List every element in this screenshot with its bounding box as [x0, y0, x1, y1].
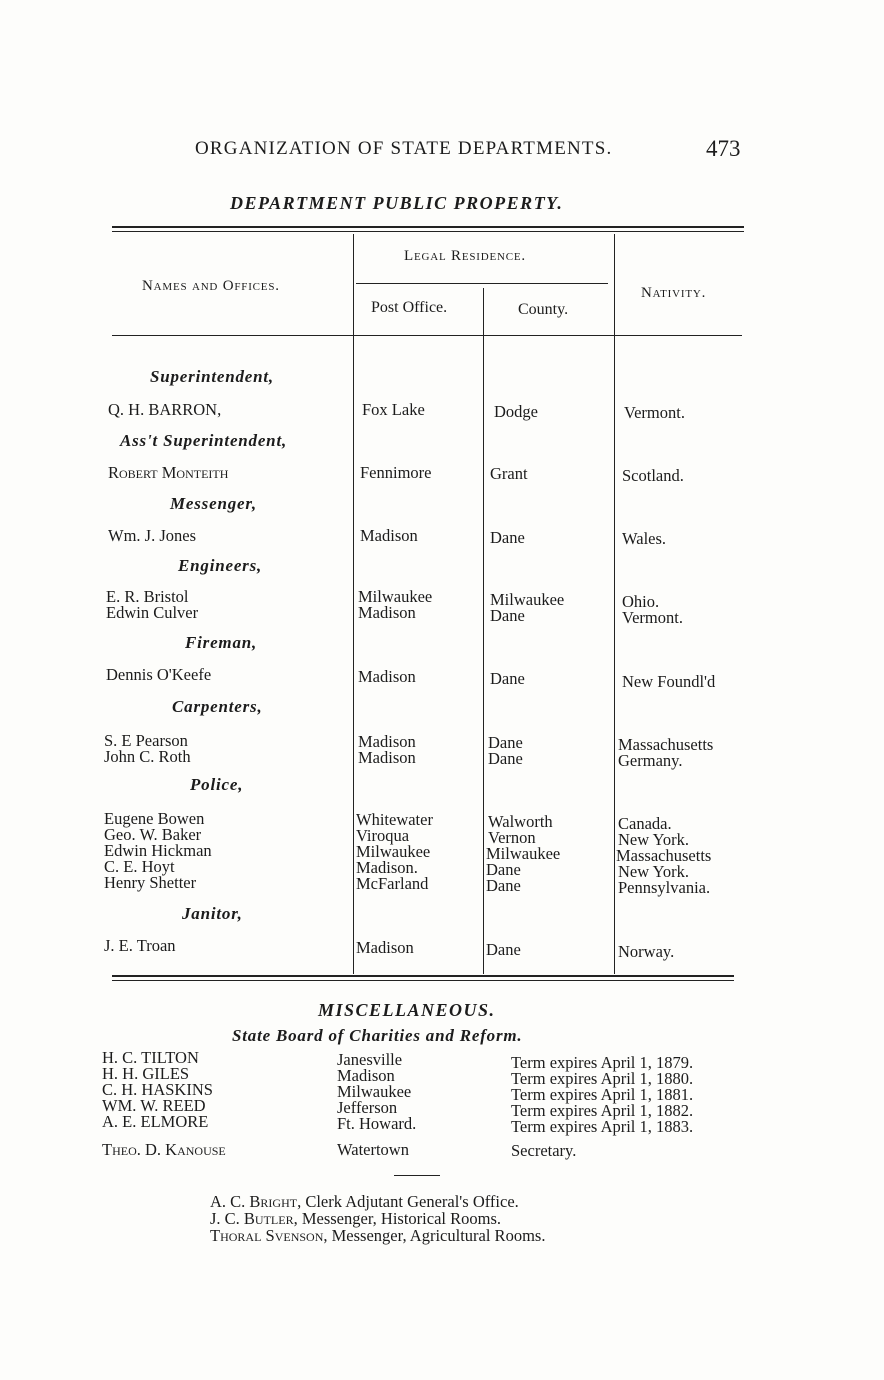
- member-name: A. E. ELMORE: [102, 1112, 209, 1131]
- row-nativity: Germany.: [618, 751, 683, 770]
- row-county: Vernon: [488, 828, 536, 847]
- row-post-office: Madison: [358, 748, 416, 767]
- office-heading: Janitor,: [182, 904, 243, 923]
- department-title: DEPARTMENT PUBLIC PROPERTY.: [230, 193, 564, 213]
- row-county: Dane: [490, 606, 525, 625]
- member-place: Madison: [337, 1066, 395, 1085]
- member-term: Term expires April 1, 1881.: [511, 1085, 694, 1104]
- office-heading: Police,: [190, 775, 244, 794]
- member-term: Term expires April 1, 1880.: [511, 1069, 694, 1088]
- member-name: H. H. GILES: [102, 1064, 190, 1083]
- col-county-heading: County.: [518, 301, 569, 318]
- member-name: C. H. HASKINS: [102, 1080, 213, 1099]
- row-nativity: New Foundl'd: [622, 672, 716, 691]
- row-name: Eugene Bowen: [104, 809, 205, 828]
- page-number: 473: [706, 136, 741, 161]
- row-county: Grant: [490, 464, 528, 483]
- member-name: Theo. D. Kanouse: [102, 1140, 226, 1159]
- row-name: Edwin Culver: [106, 603, 199, 622]
- board-title: State Board of Charities and Reform.: [232, 1026, 523, 1045]
- row-post-office: Madison: [358, 603, 416, 622]
- row-nativity: Scotland.: [622, 466, 684, 485]
- col-post-office-heading: Post Office.: [371, 299, 448, 316]
- office-heading: Messenger,: [170, 494, 257, 513]
- table-top-rule: [112, 226, 744, 228]
- row-post-office: Milwaukee: [356, 842, 431, 861]
- row-county: Dane: [486, 860, 521, 879]
- row-name: Geo. W. Baker: [104, 825, 202, 844]
- row-nativity: Vermont.: [622, 608, 683, 627]
- col-nativity-heading: Nativity.: [641, 285, 707, 301]
- member-place: Janesville: [337, 1050, 403, 1069]
- row-name: Robert Monteith: [108, 463, 229, 482]
- row-county: Walworth: [488, 812, 553, 831]
- table-bottom-rule: [112, 975, 734, 977]
- row-county: Milwaukee: [490, 590, 565, 609]
- row-county: Dane: [490, 669, 525, 688]
- row-county: Dane: [486, 876, 521, 895]
- residence-rule: [356, 283, 608, 284]
- row-county: Dane: [486, 940, 521, 959]
- member-term: Term expires April 1, 1879.: [511, 1053, 694, 1072]
- row-name: Henry Shetter: [104, 873, 197, 892]
- row-county: Milwaukee: [486, 844, 561, 863]
- row-nativity: Pennsylvania.: [618, 878, 711, 897]
- header-bottom-rule: [112, 335, 742, 336]
- row-nativity: New York.: [618, 830, 690, 849]
- row-post-office: Milwaukee: [358, 587, 433, 606]
- member-place: Milwaukee: [337, 1082, 412, 1101]
- row-nativity: Canada.: [618, 814, 672, 833]
- row-name: Wm. J. Jones: [108, 526, 196, 545]
- row-name: Edwin Hickman: [104, 841, 212, 860]
- column-divider-2: [483, 288, 484, 974]
- row-county: Dodge: [494, 402, 538, 421]
- table-top-rule-2: [112, 231, 744, 232]
- column-divider-3: [614, 234, 615, 974]
- separator-rule: [394, 1175, 440, 1176]
- table-bottom-rule-2: [112, 980, 734, 981]
- row-name: S. E Pearson: [104, 731, 188, 750]
- running-header: ORGANIZATION OF STATE DEPARTMENTS.: [195, 138, 613, 159]
- row-nativity: New York.: [618, 862, 690, 881]
- miscellaneous-title: MISCELLANEOUS.: [318, 1000, 496, 1020]
- row-name: C. E. Hoyt: [104, 857, 175, 876]
- footer-line: Thoral Svenson, Messenger, Agricultural Rooms.: [210, 1226, 546, 1245]
- row-nativity: Wales.: [622, 529, 667, 548]
- row-nativity: Massachusetts: [616, 846, 712, 865]
- footer-line: A. C. Bright, Clerk Adjutant General's Office.: [210, 1192, 519, 1211]
- row-name: E. R. Bristol: [106, 587, 189, 606]
- row-name: Dennis O'Keefe: [106, 665, 212, 684]
- row-county: Dane: [490, 528, 525, 547]
- row-name: Q. H. BARRON,: [108, 400, 222, 419]
- row-county: Dane: [488, 749, 523, 768]
- row-post-office: Madison.: [356, 858, 418, 877]
- row-nativity: Vermont.: [624, 403, 685, 422]
- row-post-office: Madison: [358, 732, 416, 751]
- footer-notes: [210, 1193, 545, 1244]
- office-heading: Ass't Superintendent,: [120, 431, 288, 450]
- office-heading: Superintendent,: [150, 367, 274, 386]
- row-county: Dane: [488, 733, 523, 752]
- col-legal-residence-heading: Legal Residence.: [404, 248, 526, 264]
- row-post-office: Viroqua: [356, 826, 410, 845]
- row-name: John C. Roth: [104, 747, 191, 766]
- row-post-office: Madison: [360, 526, 418, 545]
- office-heading: Engineers,: [178, 556, 263, 575]
- member-name: WM. W. REED: [102, 1096, 206, 1115]
- row-post-office: Madison: [358, 667, 416, 686]
- row-post-office: Fox Lake: [362, 400, 425, 419]
- member-place: Ft. Howard.: [337, 1114, 417, 1133]
- member-term: Secretary.: [511, 1141, 577, 1160]
- row-post-office: McFarland: [356, 874, 429, 893]
- row-nativity: Norway.: [618, 942, 675, 961]
- office-heading: Fireman,: [185, 633, 258, 652]
- office-heading: Carpenters,: [172, 697, 263, 716]
- row-nativity: Ohio.: [622, 592, 660, 611]
- member-term: Term expires April 1, 1883.: [511, 1117, 694, 1136]
- row-post-office: Whitewater: [356, 810, 433, 829]
- member-name: H. C. TILTON: [102, 1048, 199, 1067]
- member-place: Watertown: [337, 1140, 409, 1159]
- row-post-office: Fennimore: [360, 463, 432, 482]
- member-place: Jefferson: [337, 1098, 398, 1117]
- col-names-heading: Names and Offices.: [142, 278, 280, 294]
- footer-line: J. C. Butler, Messenger, Historical Rooms.: [210, 1209, 501, 1228]
- row-name: J. E. Troan: [104, 936, 176, 955]
- column-divider-1: [353, 234, 354, 974]
- row-nativity: Massachusetts: [618, 735, 714, 754]
- member-term: Term expires April 1, 1882.: [511, 1101, 694, 1120]
- row-post-office: Madison: [356, 938, 414, 957]
